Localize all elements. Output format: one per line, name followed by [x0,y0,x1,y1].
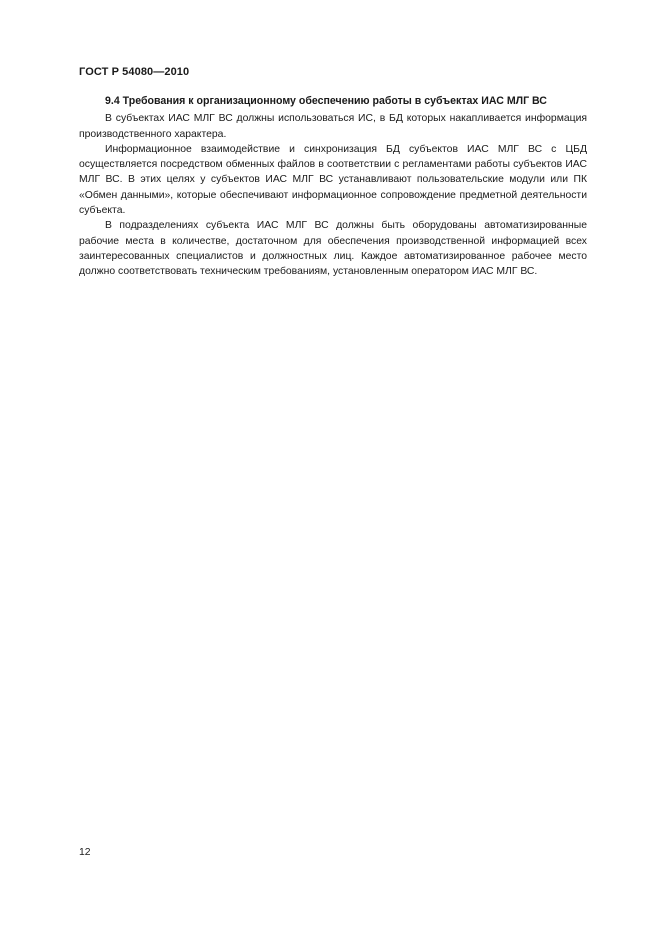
section-title: 9.4 Требования к организационному обеспечению работы в субъектах ИАС МЛГ ВС [105,95,547,107]
paragraph: В подразделениях субъекта ИАС МЛГ ВС должны быть оборудованы автоматизированные рабочие места в количестве, достаточном для обеспечения производственной информацией всех заинтересованных специалистов и должностных лиц. Каждое автоматизированное рабочее место должно соответствовать техническим требованиям, установленным оператором ИАС МЛГ ВС. [79,220,587,278]
page-number: 12 [79,847,91,858]
paragraph: Информационное взаимодействие и синхронизация БД субъектов ИАС МЛГ ВС с ЦБД осуществляется посредством обменных файлов в соответствии с регламентами работы субъектов ИАС МЛГ ВС. В этих целях у субъектов ИАС МЛГ ВС устанавливают пользовательские модули или ПК «Обмен данными», которые обеспечивают информационное сопровождение предметной деятельности субъекта. [79,143,587,217]
section-body [79,94,587,280]
document-header: ГОСТ Р 54080—2010 [79,66,190,78]
paragraph: В субъектах ИАС МЛГ ВС должны использоваться ИС, в БД которых накапливается информация производственного характера. [79,113,587,140]
